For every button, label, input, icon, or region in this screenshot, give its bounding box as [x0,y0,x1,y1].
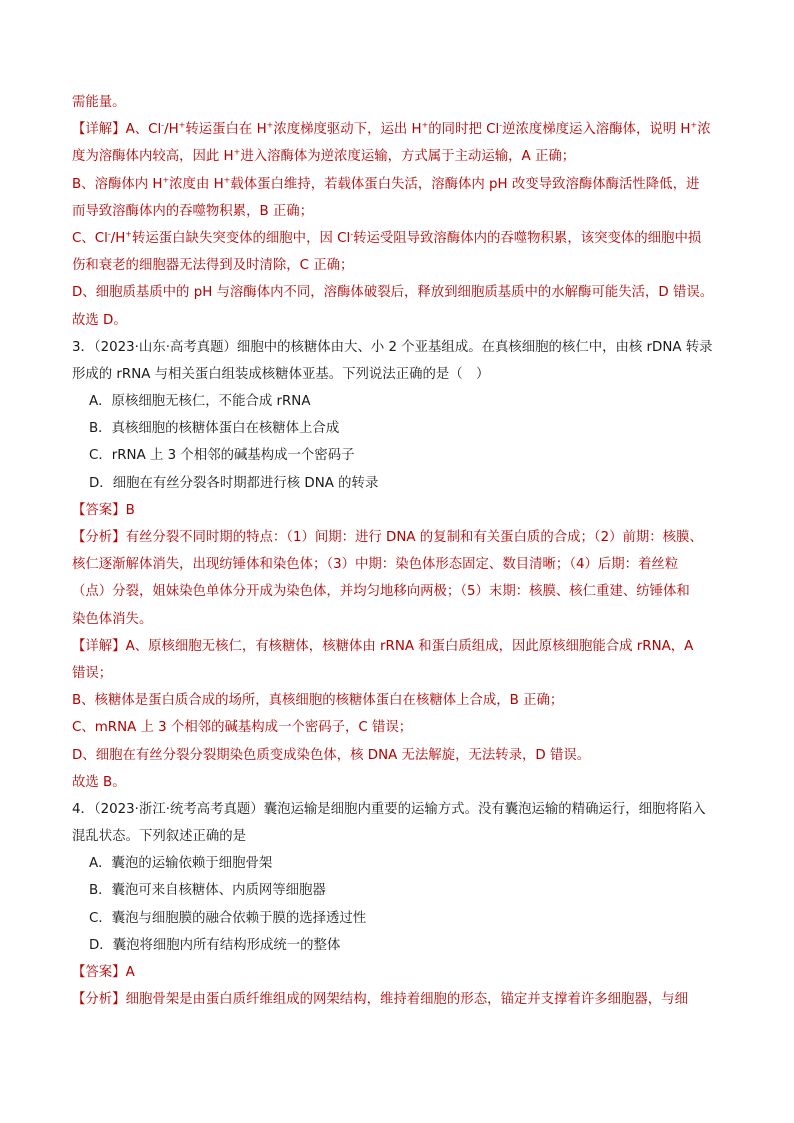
detail-tag: 【详解】 [72,638,126,654]
q3-detail-line3: B、核糖体是蛋白质合成的场所，真核细胞的核糖体蛋白在核糖体上合成，B 正确； [72,693,564,709]
q3-detail-line1: 【详解】A、原核细胞无核仁，有核糖体，核糖体由 rRNA 和蛋白质组成，因此原核细胞能合成 rRNA，A [72,638,694,654]
q4-analysis-line1: 【分析】细胞骨架是由蛋白质纤维组成的网架结构，维持着细胞的形态，锚定并支撑着许多细胞器，与细 [72,992,688,1008]
q4-option-b: B．囊泡可来自核糖体、内质网等细胞器 [89,883,326,899]
q2-conclusion: 故选 D。 [72,312,127,328]
q3-stem-line2: 形成的 rRNA 与相关蛋白组装成核糖体亚基。下列说法正确的是（ ） [72,366,490,382]
q2-detail-c-line1: C、Cl-/H+转运蛋白缺失突变体的细胞中，因 Cl-转运受阻导致溶酶体内的吞噬物积累，该突变体的细胞中损 [72,229,702,246]
q3-analysis-line1: 【分析】有丝分裂不同时期的特点：（1）间期：进行 DNA 的复制和有关蛋白质的合成；（2）前期：核膜、 [72,530,703,545]
q3-option-d: D．细胞在有丝分裂各时期都进行核 DNA 的转录 [89,475,379,491]
q4-stem-line2: 混乱状态。下列叙述正确的是 [72,829,247,845]
q2-detail-a-line2: 度为溶酶体内较高，因此 H+进入溶酶体为逆浓度运输，方式属于主动运输，A 正确； [72,147,576,165]
q4-option-d: D．囊泡将细胞内所有结构形成统一的整体 [89,937,341,953]
q3-stem-line1: 3．（2023·山东·高考真题）细胞中的核糖体由大、小 2 个亚基组成。在真核细胞的核仁中，由核 rDNA 转录 [72,339,713,355]
q4-answer: 【答案】A [72,965,135,980]
q3-conclusion: 故选 B。 [72,774,126,790]
detail-tag: 【详解】 [72,122,126,138]
answer-tag: 【答案】 [72,965,126,980]
q3-analysis-line4: 染色体消失。 [72,611,153,627]
q2-detail-a-line1: 【详解】A、Cl-/H+转运蛋白在 H+浓度梯度驱动下，运出 H+的同时把 Cl-逆浓度梯度运入溶酶体，说明 H+浓 [72,120,711,138]
q3-option-a: A．原核细胞无核仁，不能合成 rRNA [89,394,311,410]
q3-detail-line2: 错误； [72,665,113,681]
q3-detail-line5: D、细胞在有丝分裂分裂期染色质变成染色体，核 DNA 无法解旋，无法转录，D 错误。 [72,747,591,763]
q3-option-c: C．rRNA 上 3 个相邻的碱基构成一个密码子 [89,448,355,464]
q4-stem-line1: 4．（2023·浙江·统考高考真题）囊泡运输是细胞内重要的运输方式。没有囊泡运输的精确运行，细胞将陷入 [72,801,706,817]
q2-detail-c-line2: 伤和衰老的细胞器无法得到及时清除，C 正确； [72,258,354,274]
q2-detail-d-line1: D、细胞质基质中的 pH 与溶酶体内不同，溶酶体破裂后，释放到细胞质基质中的水解酶可能失活，D 错误。 [72,285,714,301]
q2-detail-b-line2: 而导致溶酶体内的吞噬物积累，B 正确； [72,203,314,219]
answer-tag: 【答案】 [72,502,126,518]
q3-detail-line4: C、mRNA 上 3 个相邻的碱基构成一个密码子，C 错误； [72,720,413,736]
q4-option-c: C．囊泡与细胞膜的融合依赖于膜的选择透过性 [89,910,367,926]
document-page [72,89,727,1013]
q4-option-a: A．囊泡的运输依赖于细胞骨架 [89,856,273,872]
q3-answer: 【答案】B [72,502,135,518]
analysis-tag: 【分析】 [72,530,126,545]
text-line: 需能量。 [72,95,126,110]
q3-analysis-line2: 核仁逐渐解体消失，出现纺锤体和染色体；（3）中期：染色体形态固定、数目清晰；（4）后期：着丝粒 [72,557,679,573]
q3-option-b: B．真核细胞的核糖体蛋白在核糖体上合成 [89,421,340,437]
analysis-tag: 【分析】 [72,992,126,1008]
q3-analysis-line3: （点）分裂，姐妹染色单体分开成为染色体，并均匀地移向两极；（5）末期：核膜、核仁重建、纺锤体和 [72,584,690,600]
q2-detail-b-line1: B、溶酶体内 H+浓度由 H+载体蛋白维持，若载体蛋白失活，溶酶体内 pH 改变导致溶酶体酶活性降低，进 [72,175,700,192]
